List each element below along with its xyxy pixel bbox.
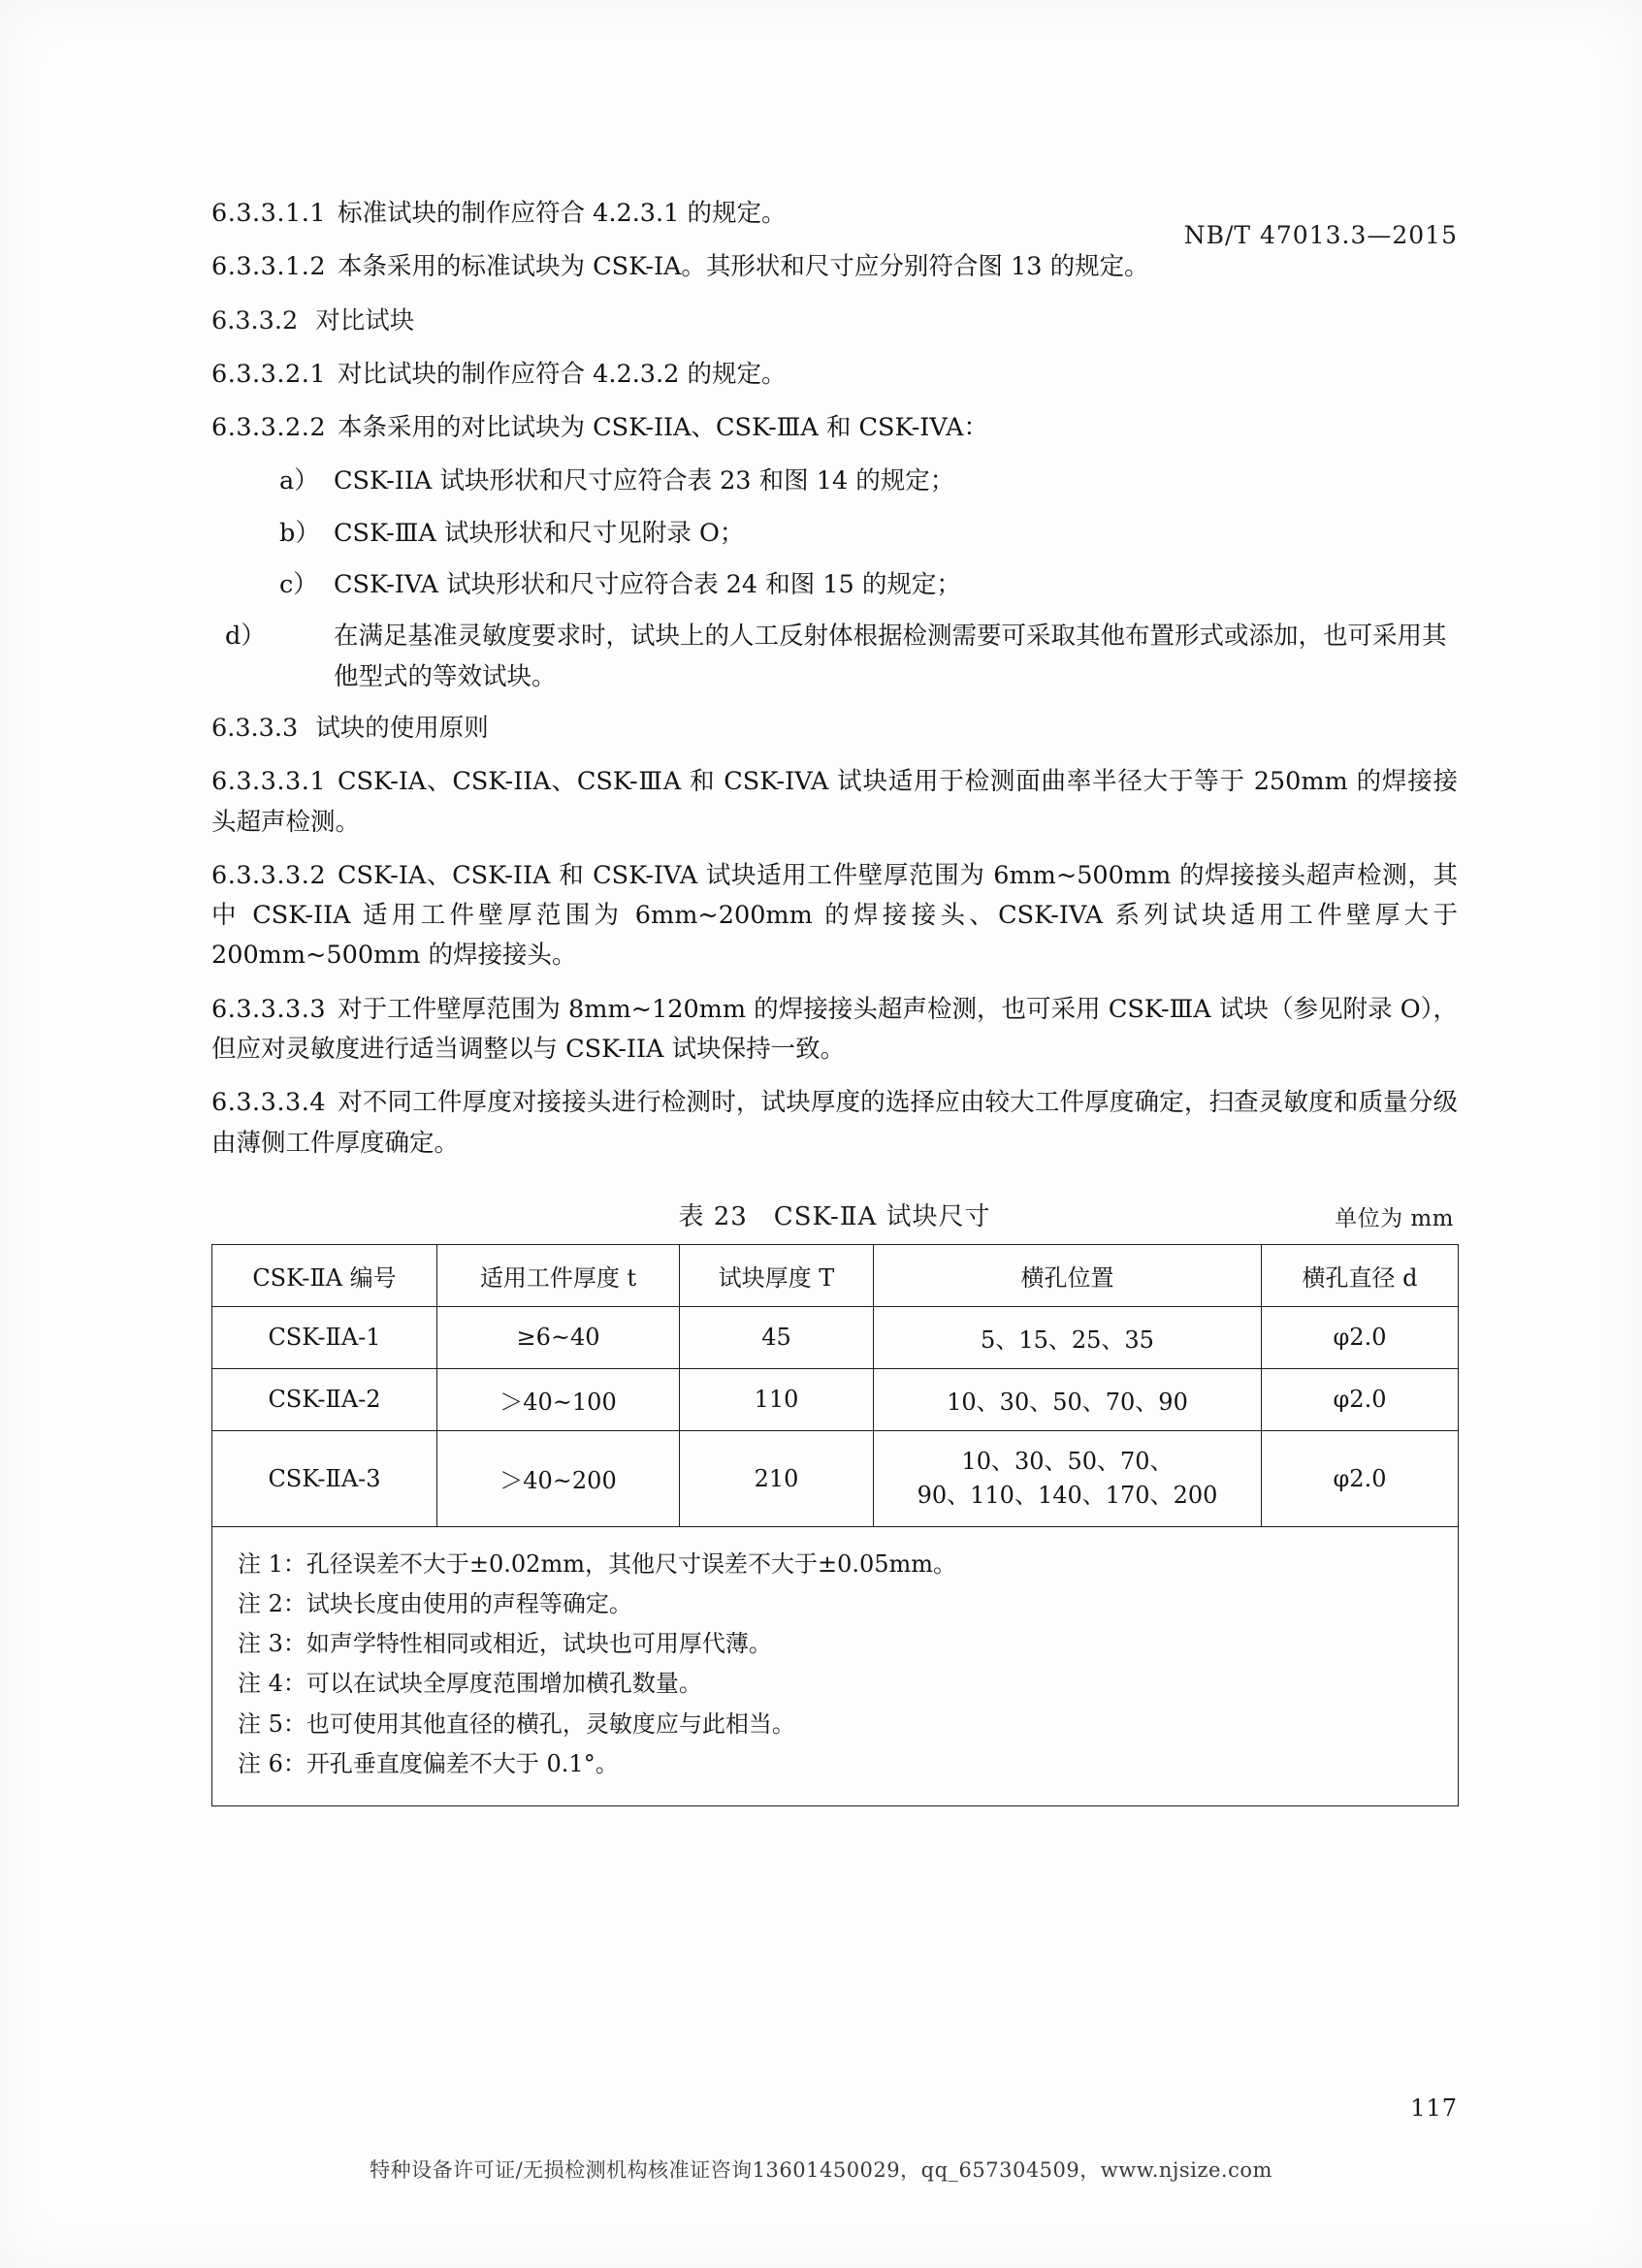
cell-id: CSK-ⅡA-3 (212, 1430, 437, 1526)
hole-positions-line-1: 10、30、50、70、 (961, 1447, 1174, 1475)
table-row (212, 1306, 1459, 1368)
clause-number: 6.3.3.3.1 (211, 767, 327, 797)
column-header-thickness-range: 适用工件厚度 t (437, 1244, 680, 1306)
cell-hole-positions: 5、15、25、35 (874, 1306, 1262, 1368)
cell-hole-positions (874, 1430, 1262, 1526)
clause-6-3-3-2-heading (211, 302, 1458, 341)
cell-hole-positions: 10、30、50、70、90 (874, 1368, 1262, 1430)
clause-6-3-3-3-4 (211, 1083, 1458, 1164)
clause-number: 6.3.3.3.4 (211, 1088, 327, 1118)
clause-number: 6.3.3.1.1 (211, 199, 327, 228)
column-header-block-thickness: 试块厚度 T (680, 1244, 874, 1306)
page-number: 117 (1410, 2094, 1458, 2122)
cell-block-thickness: 110 (680, 1368, 874, 1430)
clause-number: 6.3.3.1.2 (211, 252, 327, 282)
clause-text: 试块的使用原则 (315, 713, 489, 743)
csk-iia-dimensions-table (211, 1244, 1459, 1806)
clause-6-3-3-1-2 (211, 247, 1458, 287)
cell-block-thickness: 210 (680, 1430, 874, 1526)
list-marker: a） (279, 466, 319, 496)
list-item (211, 514, 1458, 554)
clause-text: CSK-IA、CSK-IIA 和 CSK-IVA 试块适用工件壁厚范围为 6mm~500mm 的焊接接头超声检测，其中 CSK-IIA 适用工件壁厚范围为 6mm~200mm 的焊接接头、CSK-IVA 系列试块适用工件壁厚大于 200mm~500mm 的焊接接头。 (211, 860, 1458, 971)
note-item: 注 5：也可使用其他直径的横孔，灵敏度应与此相当。 (238, 1709, 795, 1738)
cell-thickness-range: ＞40~200 (437, 1430, 680, 1526)
table-title: 表 23 CSK-ⅡA 试块尺寸 (678, 1201, 991, 1231)
clause-number: 6.3.3.3.3 (211, 994, 327, 1024)
list-item-label: CSK-IVA 试块形状和尺寸应符合表 24 和图 15 的规定； (334, 570, 961, 600)
cell-block-thickness: 45 (680, 1306, 874, 1368)
note-item: 注 3：如声学特性相同或相近，试块也可用厚代薄。 (238, 1630, 772, 1658)
column-header-id: CSK-ⅡA 编号 (212, 1244, 437, 1306)
column-header-hole-positions: 横孔位置 (874, 1244, 1262, 1306)
standard-code-header: NB/T 47013.3—2015 (1183, 221, 1458, 249)
list-marker: c） (279, 570, 318, 600)
clause-number: 6.3.3.3 (211, 713, 299, 743)
cell-hole-diameter: φ2.0 (1262, 1368, 1459, 1430)
list-item (211, 565, 1458, 605)
cell-id: CSK-ⅡA-2 (212, 1368, 437, 1430)
clause-6-3-3-3-1 (211, 762, 1458, 843)
table-header-row (212, 1244, 1459, 1306)
clause-6-3-3-3-2 (211, 856, 1458, 976)
note-item: 注 6：开孔垂直度偏差不大于 0.1°。 (238, 1749, 619, 1777)
clause-text: 对比试块的制作应符合 4.2.3.2 的规定。 (338, 359, 787, 389)
clause-6-3-3-1-1 (211, 194, 1458, 234)
list-item (211, 462, 1458, 501)
table-row (212, 1430, 1459, 1526)
clause-6-3-3-2-1 (211, 355, 1458, 395)
note-item: 注 1：孔径误差不大于±0.02mm，其他尺寸误差不大于±0.05mm。 (238, 1549, 957, 1578)
cell-thickness-range: ≥6~40 (437, 1306, 680, 1368)
list-item (211, 617, 1458, 697)
clause-number: 6.3.3.2.1 (211, 359, 327, 389)
clause-text: 标准试块的制作应符合 4.2.3.1 的规定。 (338, 199, 787, 228)
clause-6-3-3-3-heading (211, 709, 1458, 749)
clause-number: 6.3.3.2.2 (211, 413, 327, 443)
hole-positions-line-2: 90、110、140、170、200 (917, 1481, 1218, 1509)
list-item-label: CSK-ⅢA 试块形状和尺寸见附录 O； (334, 518, 745, 548)
clause-text: 本条采用的标准试块为 CSK-IA。其形状和尺寸应分别符合图 13 的规定。 (338, 252, 1149, 282)
document-body (211, 194, 1458, 1806)
list-marker: b） (279, 518, 320, 548)
table-unit-note: 单位为 mm (1335, 1205, 1454, 1231)
table-title-row (211, 1197, 1458, 1232)
clause-6-3-3-2-2 (211, 408, 1458, 448)
clause-text: 本条采用的对比试块为 CSK-IIA、CSK-ⅢA 和 CSK-IVA： (338, 413, 988, 443)
table-row (212, 1368, 1459, 1430)
footer-watermark: 特种设备许可证/无损检测机构核准证咨询13601450029，qq_657304509，www.njsize.com (370, 2158, 1272, 2182)
list-item-label: 在满足基准灵敏度要求时，试块上的人工反射体根据检测需要可采取其他布置形式或添加，也可采用其他型式的等效试块。 (334, 622, 1447, 691)
clause-number: 6.3.3.2 (211, 305, 299, 335)
clause-number: 6.3.3.3.2 (211, 860, 327, 890)
clause-text: 对于工件壁厚范围为 8mm~120mm 的焊接接头超声检测，也可采用 CSK-ⅢA 试块（参见附录 O），但应对灵敏度进行适当调整以与 CSK-IIA 试块保持一致。 (211, 994, 1458, 1065)
table-notes-row (212, 1526, 1459, 1806)
clause-text: 对不同工件厚度对接接头进行检测时，试块厚度的选择应由较大工件厚度确定，扫查灵敏度和质量分级由薄侧工件厚度确定。 (211, 1088, 1458, 1158)
clause-text: 对比试块 (315, 305, 415, 335)
note-item: 注 4：可以在试块全厚度范围增加横孔数量。 (238, 1670, 702, 1698)
list-item-label: CSK-IIA 试块形状和尺寸应符合表 23 和图 14 的规定； (334, 466, 955, 496)
list-marker: d） (225, 622, 266, 652)
cell-id: CSK-ⅡA-1 (212, 1306, 437, 1368)
note-item: 注 2：试块长度由使用的声程等确定。 (238, 1589, 632, 1617)
cell-thickness-range: ＞40~100 (437, 1368, 680, 1430)
cell-hole-diameter: φ2.0 (1262, 1430, 1459, 1526)
table-notes (212, 1526, 1459, 1806)
clause-6-3-3-3-3 (211, 990, 1458, 1070)
clause-text: CSK-IA、CSK-IIA、CSK-ⅢA 和 CSK-IVA 试块适用于检测面曲率半径大于等于 250mm 的焊接接头超声检测。 (211, 767, 1458, 837)
cell-hole-diameter: φ2.0 (1262, 1306, 1459, 1368)
column-header-hole-diameter: 横孔直径 d (1262, 1244, 1459, 1306)
